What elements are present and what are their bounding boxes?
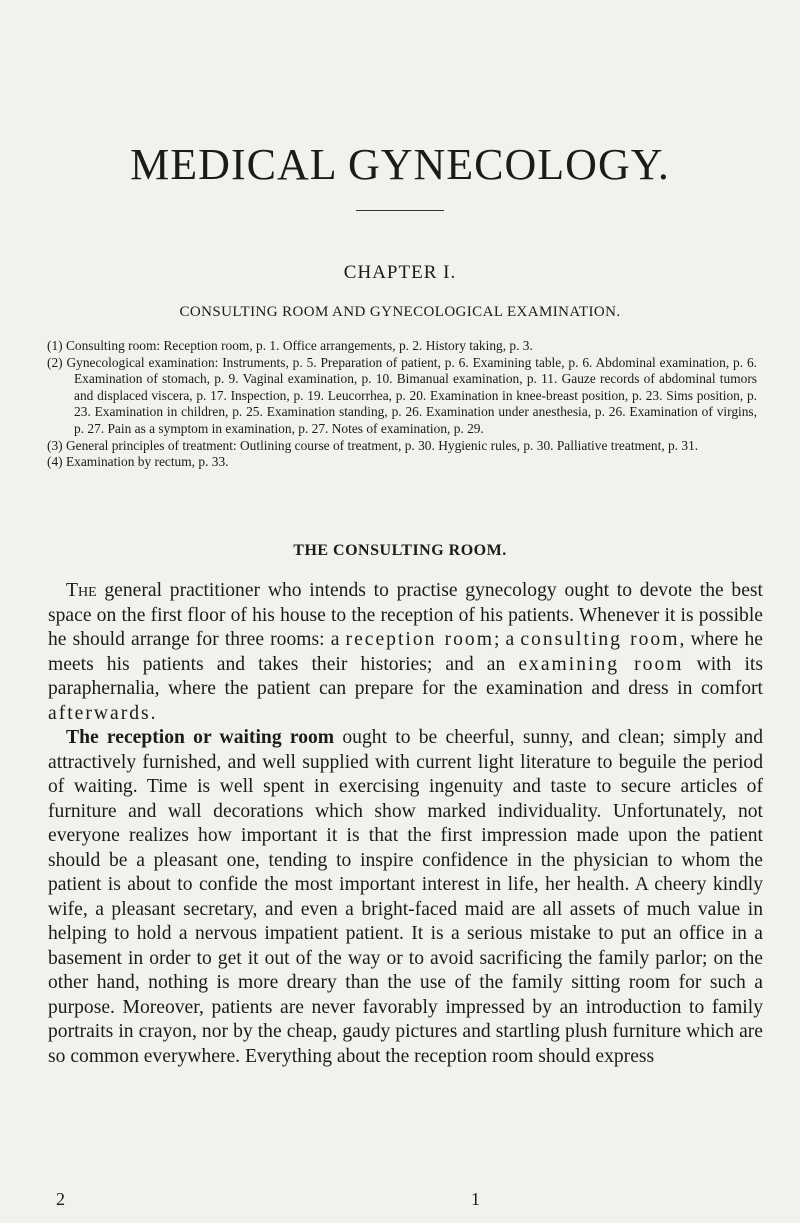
synopsis-number: (4) [47,454,63,470]
paragraph-text: ; a [493,629,521,650]
paragraph-term: The reception or waiting room [66,727,335,748]
synopsis-text: General principles of treatment: Outlining course of treatment, p. 30. Hygienic rules, p. 30. Palliative treatment, p. 31. [65,437,699,453]
synopsis-number: (1) [47,338,63,353]
synopsis-number: (3) [47,437,63,453]
chapter-heading: CHAPTER I. [343,262,457,283]
section-heading: THE CONSULTING ROOM. [293,542,507,559]
emphasis-term: afterwards. [48,702,158,724]
emphasis-term: reception room [345,629,494,650]
paragraph-text: general practitioner who intends to practise gynecology ought to devote the best space on the first floor of his house to the reception of his patients. Whenever it is possible he should arrange for three rooms: a [48,580,763,650]
emphasis-term: examining room [518,653,684,675]
paragraph-text: with its paraphernalia, where the patient can prepare for the examination and dress in comfort [48,653,763,699]
synopsis-number: (2) [47,354,63,370]
chapter-synopsis [47,338,757,471]
page-title: MEDICAL GYNECOLOGY. [130,140,670,189]
synopsis-text: Gynecological examination: Instruments, p. 5. Preparation of patient, p. 6. Examining table, p. 6. Abdominal examination, p. 6. Examination of stomach, p. 9. Vaginal examination, p. 10. Bimanual examination, p. 11. Gauze records of abdominal tumors and displaced viscera, p. 17. Inspection, p. 19. Leucorrhea, p. 20. Examination in knee-breast position, p. 23. Sims position, p. 23. Examination in children, p. 25. Examination standing, p. 26. Examination under anesthesia, p. 26. Examination of virgins, p. 27. Pain as a symptom in examination, p. 27. Notes of examination, p. 29. [66,354,757,436]
paragraph-text: , where he meets his patients and takes their histories; and an [48,629,764,675]
signature-mark: 2 [56,1189,65,1209]
body-text [48,579,763,1069]
synopsis-text: Consulting room: Reception room, p. 1. Office arrangements, p. 2. History taking, p. 3. [65,338,533,353]
page-number: 1 [471,1189,480,1209]
synopsis-item [47,355,757,438]
synopsis-item [47,438,757,455]
synopsis-item [47,454,757,471]
synopsis-text: Examination by rectum, p. 33. [65,454,229,470]
paragraph-lead: The [66,580,97,601]
paragraph-text: ought to be cheerful, sunny, and clean; simply and attractively furnished, and well supplied with current light literature to beguile the period of waiting. Time is well spent in exercising ingenuity and taste to secure articles of furniture and wall decorations which show marked individuality. Unfortunately, not everyone realizes how important it is that the first impression made upon the patient should be a pleasant one, tending to inspire confidence in the physician to whom the patient is about to confide the most important interest in life, her health. A cheery kindly wife, a pleasant secretary, and even a bright-faced maid are all assets of much value in helping to hold a nervous impatient patient. It is a serious mistake to put an office in a basement in order to get it out of the way or to avoid sacrificing the family parlor; on the other hand, nothing is more dreary than the use of the family sitting room for such a purpose. Moreover, patients are never favorably impressed by an introduction to family portraits in crayon, nor by the cheap, gaudy pictures and startling plush furniture which are so common everywhere. Everything about the reception room should express [48,727,763,1067]
paragraph-2 [48,726,763,1069]
title-divider [356,210,444,211]
paragraph-1 [48,579,763,726]
synopsis-item [47,338,757,355]
chapter-subtitle: CONSULTING ROOM AND GYNECOLOGICAL EXAMINATION. [179,304,621,320]
emphasis-term: consulting room [520,629,680,650]
